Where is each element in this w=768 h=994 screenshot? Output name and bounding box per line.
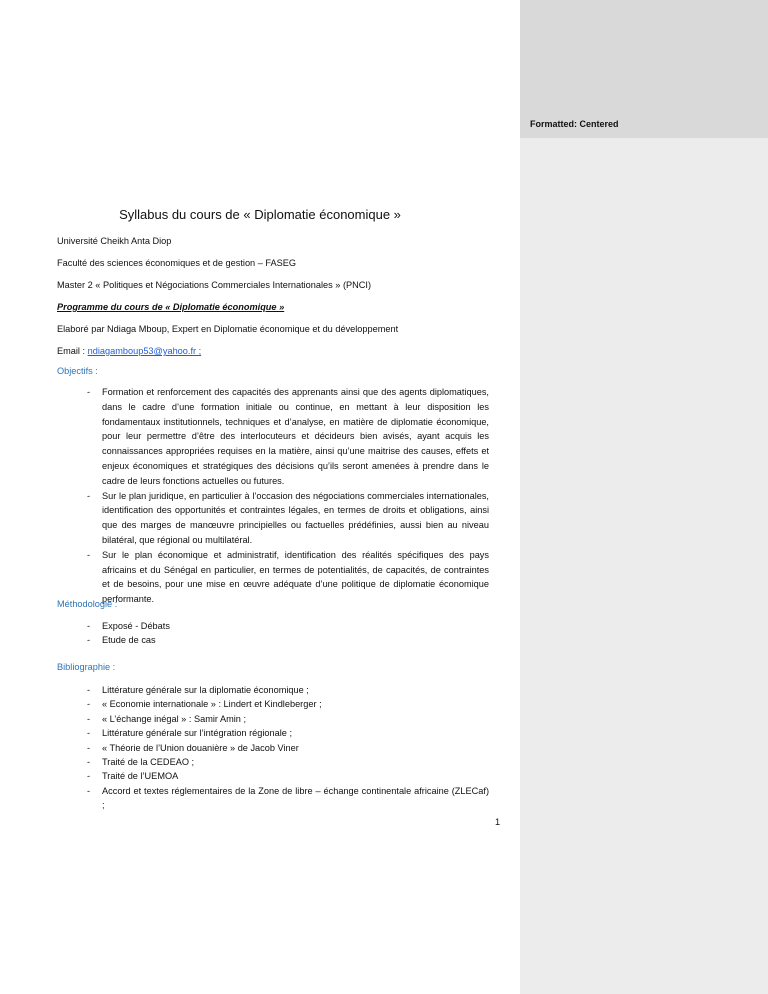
bullet-marker: - [87,757,91,768]
list-item: - « Théorie de l’Union douanière » de Jacob Viner [57,741,489,755]
bullet-marker: - [87,635,91,646]
bibliographie-heading: Bibliographie : [57,662,116,672]
comment-balloon[interactable] [520,0,768,138]
list-item: - « Economie internationale » : Lindert et Kindleberger ; [57,697,489,711]
bullet-marker: - [87,728,91,739]
list-item: - Littérature générale sur l’intégration régionale ; [57,726,489,740]
methodologie-list [57,619,489,648]
programme-line: Programme du cours de « Diplomatie économique » [57,302,285,312]
master-line: Master 2 « Politiques et Négociations Commerciales Internationales » (PNCI) [57,280,372,290]
bullet-marker: - [87,742,91,753]
list-item: - Exposé - Débats [57,619,489,633]
list-item: - Traité de la CEDEAO ; [57,755,489,769]
comment-label: Formatted: Centered [530,119,619,129]
bullet-marker: - [87,387,91,397]
bibliographie-list [57,683,489,813]
bullet-marker: - [87,685,91,695]
university-line: Université Cheikh Anta Diop [57,236,172,246]
email-link[interactable]: ndiagamboup53@yahoo.fr ; [87,346,202,356]
email-line [57,346,201,356]
list-item: - Formation et renforcement des capacités des apprenants ainsi que des agents diplomatiques, dans le cadre d’une formation initiale ou continue, en mettant à leur disposition les fondamentaux institutionnels, techniques et d’analyse, en matière de diplomatie économique, pour leur permettre d’être des interlocuteurs et décideurs bien avisés, ayant acquis les connaissances appropriées requises en la matière, ainsi qu’une maitrise des causes, effets et enjeux économiques et stratégiques des décisions qu’ils seront amenées à prendre dans le cadre de leurs fonctions actuelles ou futures. [87,387,489,486]
page-number: 1 [495,817,501,827]
objectifs-heading: Objectifs : [57,366,98,376]
bullet-marker: - [87,713,91,724]
list-item: - Accord et textes réglementaires de la Zone de libre – échange continentale africaine (ZLECaf) ; [87,785,489,811]
comment-pane [520,0,768,994]
bullet-marker: - [87,490,91,501]
faculty-line: Faculté des sciences économiques et de gestion – FASEG [57,258,297,268]
bullet-marker: - [87,785,91,796]
list-item: - Etude de cas [57,633,489,647]
list-item: - Sur le plan juridique, en particulier à l’occasion des négociations commerciales internationales, identification des opportunités et contraintes légales, en termes de droits et obligations, ainsi que des marges de manœuvre principielles ou factuelles prédéfinies, aussi bien au niveau bilatéral, que régional ou multilatéral. [87,490,489,545]
objectifs-list [57,385,489,607]
list-item: - Sur le plan économique et administratif, identification des réalités spécifiques des pays africains et du Sénégal en particulier, en termes de potentialités, de capacités, de contraintes et de besoins, pour une mise en œuvre adéquate d’une politique de diplomatie économique performante. [87,549,489,605]
email-label: Email : [57,346,88,356]
bullet-marker: - [87,771,91,782]
list-item: - Traité de l’UEMOA [57,769,489,783]
bullet-marker: - [87,621,91,631]
list-item: - Littérature générale sur la diplomatie économique ; [57,683,489,697]
document-title: Syllabus du cours de « Diplomatie économique » [119,207,401,222]
bullet-marker: - [87,549,91,560]
bullet-marker: - [87,699,91,710]
author-line: Elaboré par Ndiaga Mboup, Expert en Diplomatie économique et du développement [57,324,399,334]
methodologie-heading: Méthodologie : [57,599,118,609]
list-item: - « L’échange inégal » : Samir Amin ; [57,712,489,726]
